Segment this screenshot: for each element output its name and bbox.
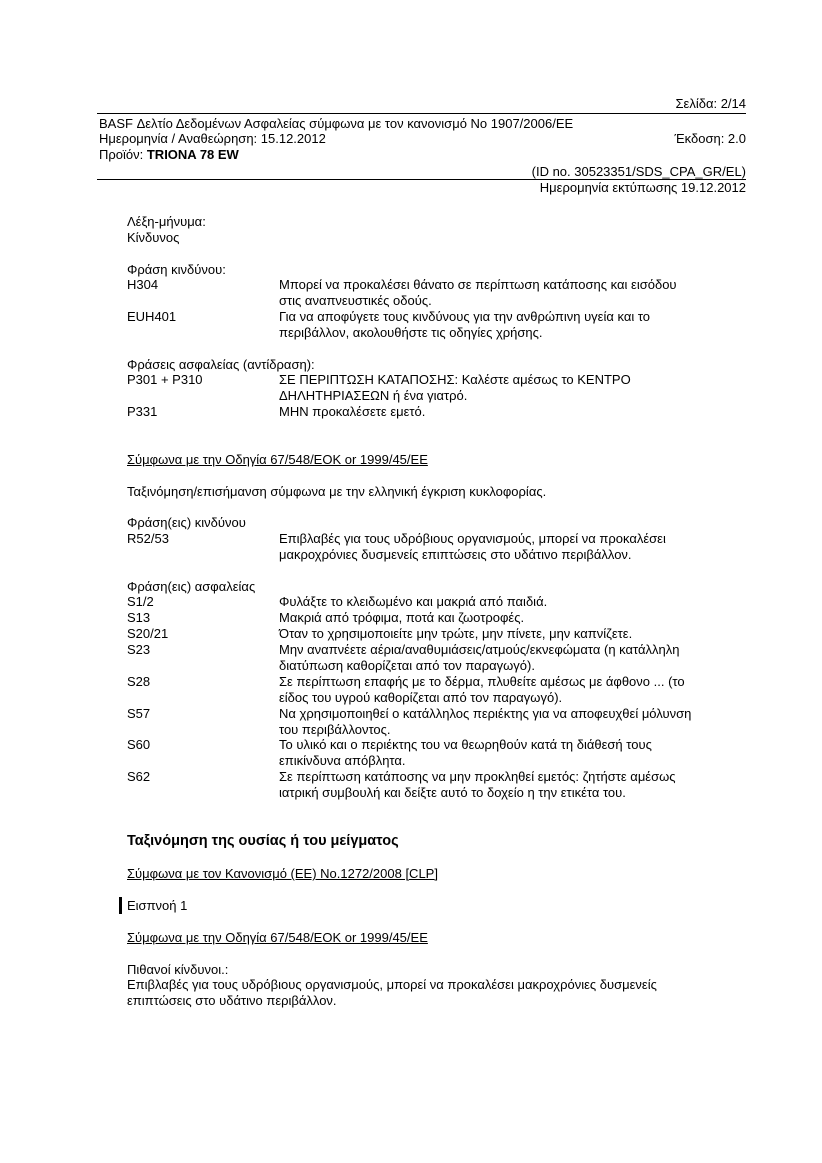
possible-hazards-text: Επιβλαβές για τους υδρόβιους οργανισμούς, μπορεί να προκαλέσει μακροχρόνιες δυσμενείς — [127, 977, 657, 992]
safety-code: S28 — [127, 674, 151, 689]
safety-text: είδος του υγρού καθορίζεται από τον παραγωγό). — [279, 690, 563, 705]
document-id: (ID no. 30523351/SDS_CPA_GR/EL) — [531, 164, 746, 179]
precaution-code: P331 — [127, 404, 158, 419]
document-title: BASF Δελτίο Δεδομένων Ασφαλείας σύμφωνα με τον κανονισμό Νο 1907/2006/ΕΕ — [99, 116, 574, 131]
risk-phrase-label: Φράση(εις) κινδύνου — [127, 515, 246, 530]
safety-text: Μακριά από τρόφιμα, ποτά και ζωοτροφές. — [279, 610, 525, 625]
classification-note: Ταξινόμηση/επισήμανση σύμφωνα με την ελληνική έγκριση κυκλοφορίας. — [127, 484, 547, 499]
possible-hazards-label: Πιθανοί κίνδυνοι.: — [127, 962, 229, 977]
change-bar — [119, 897, 122, 914]
precaution-text: ΜΗΝ προκαλέσετε εμετό. — [279, 404, 426, 419]
hazard-code: H304 — [127, 277, 159, 292]
safety-text: του περιβάλλοντος. — [279, 722, 391, 737]
safety-code: S60 — [127, 737, 151, 752]
revision-date: Ημερομηνία / Αναθεώρηση: 15.12.2012 — [99, 131, 326, 146]
header-top-rule — [97, 113, 746, 114]
page-number: Σελίδα: 2/14 — [675, 96, 746, 111]
safety-text: επικίνδυνα απόβλητα. — [279, 753, 406, 768]
section-heading: Ταξινόμηση της ουσίας ή του μείγματος — [127, 833, 399, 849]
safety-code: S23 — [127, 642, 151, 657]
safety-text: Μην αναπνέετε αέρια/αναθυμιάσεις/ατμούς/εκνεφώματα (η κατάλληλη — [279, 642, 680, 657]
aspiration-category: Εισπνοή 1 — [127, 898, 188, 913]
safety-text: Σε περίπτωση επαφής με το δέρμα, πλυθείτε αμέσως με άφθονο ... (το — [279, 674, 685, 689]
hazard-text: στις αναπνευστικές οδούς. — [279, 293, 432, 308]
hazard-text: Για να αποφύγετε τους κινδύνους για την ανθρώπινη υγεία και το — [279, 309, 651, 324]
precaution-text: ΣΕ ΠΕΡΙΠΤΩΣΗ ΚΑΤΑΠΟΣΗΣ: Καλέστε αμέσως το ΚΕΝΤΡΟ — [279, 372, 631, 387]
hazard-code: EUH401 — [127, 309, 177, 324]
possible-hazards-text: επιπτώσεις στο υδάτινο περιβάλλον. — [127, 993, 337, 1008]
safety-text: ιατρική συμβουλή και δείξτε αυτό το δοχείο η την ετικέτα του. — [279, 785, 626, 800]
precaution-code: P301 + P310 — [127, 372, 203, 387]
directive-heading-2: Σύμφωνα με την Οδηγία 67/548/ΕΟΚ or 1999/45/ΕΕ — [127, 930, 428, 945]
safety-phrase-label: Φράση(εις) ασφαλείας — [127, 579, 256, 594]
precaution-label: Φράσεις ασφαλείας (αντίδραση): — [127, 357, 315, 372]
product-name: TRIONA 78 EW — [146, 147, 239, 162]
hazard-text: Μπορεί να προκαλέσει θάνατο σε περίπτωση κατάποσης και εισόδου — [279, 277, 677, 292]
safety-code: S57 — [127, 706, 151, 721]
signal-word-value: Κίνδυνος — [127, 230, 180, 245]
hazard-text: περιβάλλον, ακολουθήστε τις οδηγίες χρήσης. — [279, 325, 543, 340]
safety-text: Όταν το χρησιμοποιείτε μην τρώτε, μην πίνετε, μην καπνίζετε. — [279, 626, 633, 641]
safety-text: Σε περίπτωση κατάποσης να μην προκληθεί εμετός: ζητήστε αμέσως — [279, 769, 676, 784]
clp-reference: Σύμφωνα με τον Κανονισμό (ΕΕ) Νο.1272/2008 [CLP] — [127, 866, 438, 881]
directive-heading: Σύμφωνα με την Οδηγία 67/548/ΕΟΚ or 1999/45/ΕΕ — [127, 452, 428, 467]
hazard-statement-label: Φράση κινδύνου: — [127, 262, 226, 277]
precaution-text: ΔΗΛΗΤΗΡΙΑΣΕΩΝ ή ένα γιατρό. — [279, 388, 468, 403]
safety-code: S1/2 — [127, 594, 154, 609]
safety-code: S13 — [127, 610, 151, 625]
safety-code: S62 — [127, 769, 151, 784]
signal-word-label: Λέξη-μήνυμα: — [127, 214, 206, 229]
safety-text: Το υλικό και ο περιέκτης του να θεωρηθούν κατά τη διάθεσή τους — [279, 737, 652, 752]
product-label: Προϊόν: — [99, 147, 147, 162]
risk-code: R52/53 — [127, 531, 169, 546]
version: Έκδοση: 2.0 — [674, 131, 746, 146]
safety-code: S20/21 — [127, 626, 169, 641]
safety-text: Φυλάξτε το κλειδωμένο και μακριά από παιδιά. — [279, 594, 548, 609]
risk-text: Επιβλαβές για τους υδρόβιους οργανισμούς, μπορεί να προκαλέσει — [279, 531, 666, 546]
safety-text: διατύπωση καθορίζεται από τον παραγωγό). — [279, 658, 535, 673]
product-line — [99, 147, 239, 162]
safety-text: Να χρησιμοποιηθεί ο κατάλληλος περιέκτης για να αποφευχθεί μόλυνση — [279, 706, 692, 721]
risk-text: μακροχρόνιες δυσμενείς επιπτώσεις στο υδάτινο περιβάλλον. — [279, 547, 632, 562]
print-date: Ημερομηνία εκτύπωσης 19.12.2012 — [539, 180, 746, 195]
